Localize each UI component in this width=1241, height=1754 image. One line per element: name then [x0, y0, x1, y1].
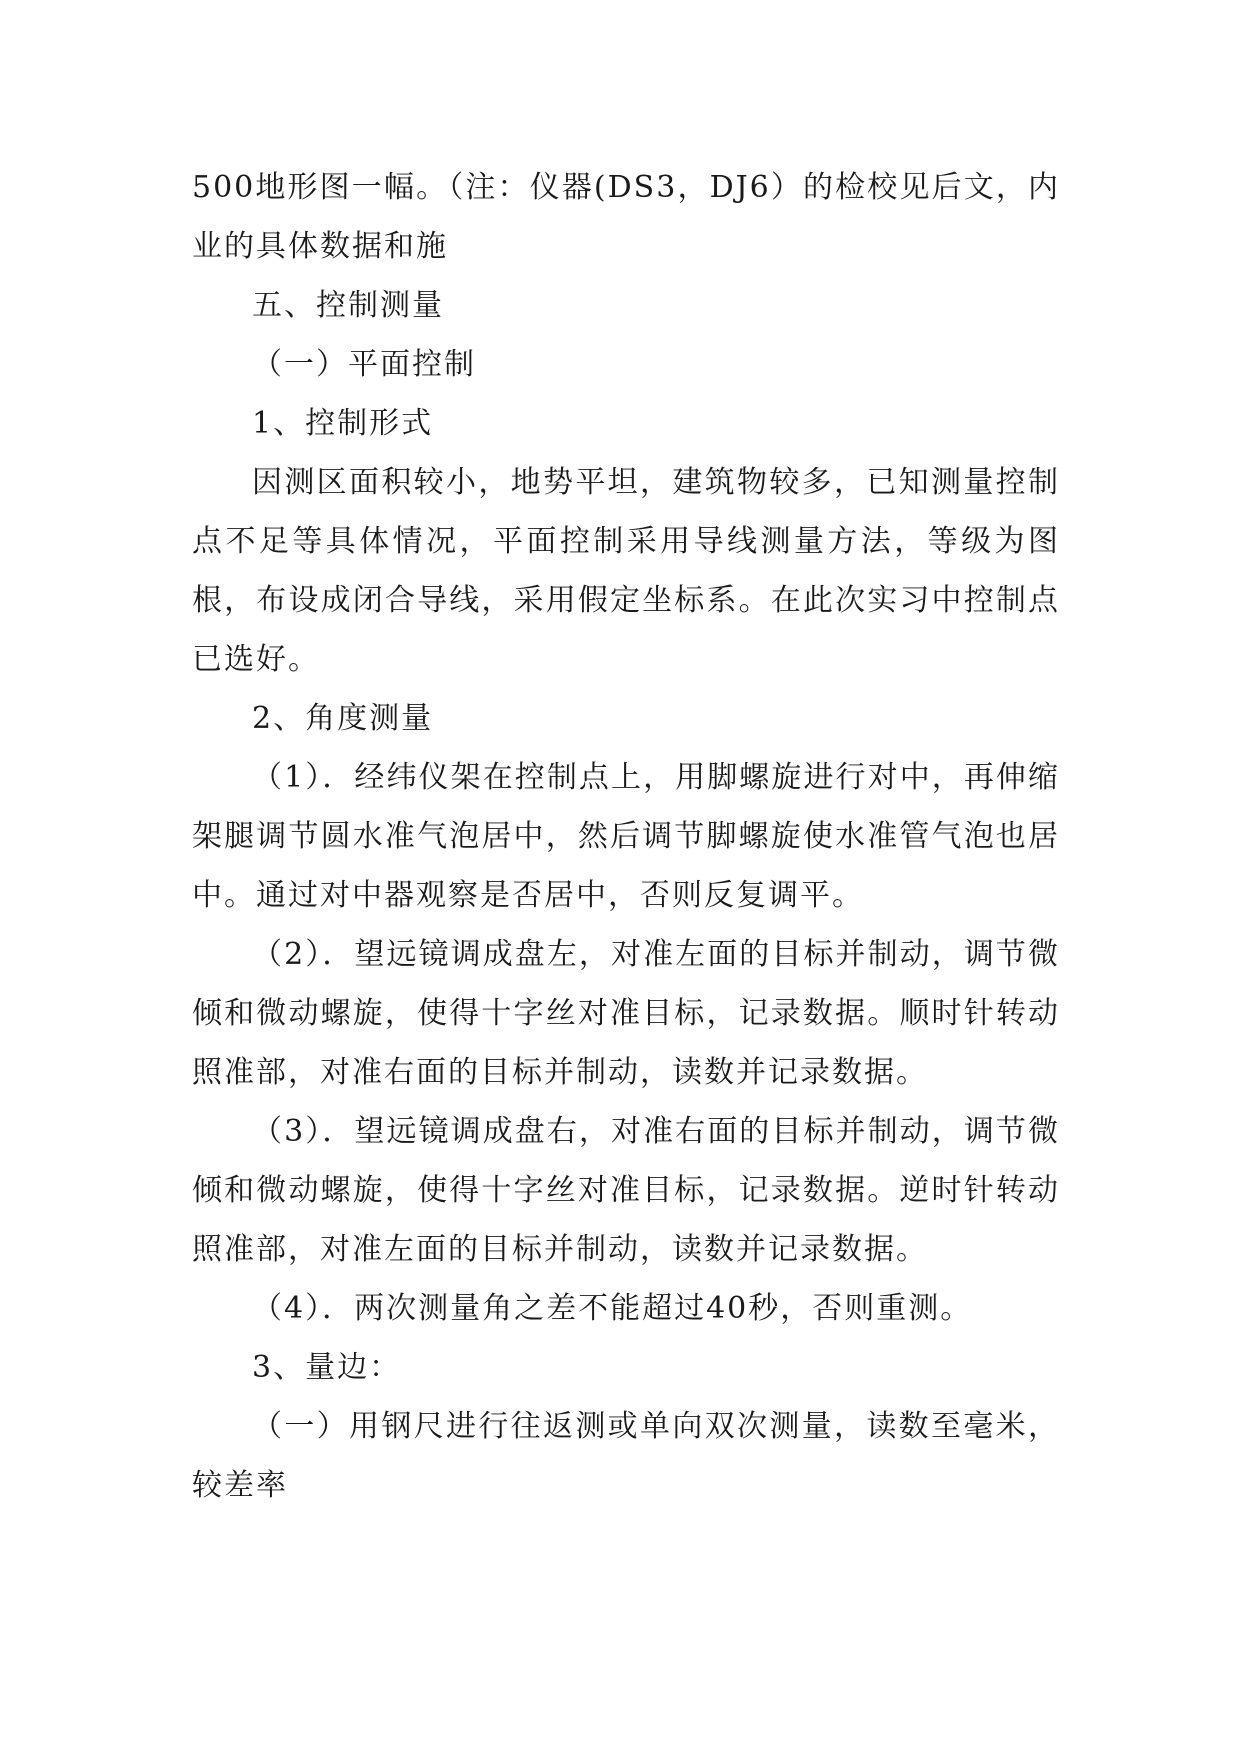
paragraph-step-3: （3）．望远镜调成盘右，对准右面的目标并制动，调节微倾和微动螺旋，使得十字丝对准目标，记录数据。逆时针转动照准部，对准左面的目标并制动，读数并记录数据。 [192, 1114, 1060, 1267]
item-heading-edge-measurement: 3、量边： [252, 1350, 402, 1385]
section-heading-control-survey: 五、控制测量 [252, 288, 444, 323]
item-heading-angle-measurement: 2、角度测量 [252, 701, 434, 736]
paragraph-control-form: 因测区面积较小，地势平坦，建筑物较多，已知测量控制点不足等具体情况，平面控制采用导线测量方法，等级为图根，布设成闭合导线，采用假定坐标系。在此次实习中控制点已选好。 [192, 465, 1060, 677]
paragraph-continuation: 500地形图一幅。（注：仪器(DS3，DJ6）的检校见后文，内业的具体数据和施 [192, 170, 1060, 264]
subsection-heading-plane-control: （一）平面控制 [252, 347, 476, 382]
paragraph-edge-measurement: （一）用钢尺进行往返测或单向双次测量，读数至毫米，较差率 [192, 1409, 1060, 1503]
paragraph-step-2: （2）．望远镜调成盘左，对准左面的目标并制动，调节微倾和微动螺旋，使得十字丝对准目标，记录数据。顺时针转动照准部，对准右面的目标并制动，读数并记录数据。 [192, 937, 1060, 1090]
item-heading-control-form: 1、控制形式 [252, 406, 434, 441]
paragraph-step-1: （1）．经纬仪架在控制点上，用脚螺旋进行对中，再伸缩架腿调节圆水准气泡居中，然后调节脚螺旋使水准管气泡也居中。通过对中器观察是否居中，否则反复调平。 [192, 760, 1060, 913]
paragraph-step-4: （4）．两次测量角之差不能超过40秒，否则重测。 [252, 1291, 973, 1326]
document-body [192, 158, 1060, 1515]
